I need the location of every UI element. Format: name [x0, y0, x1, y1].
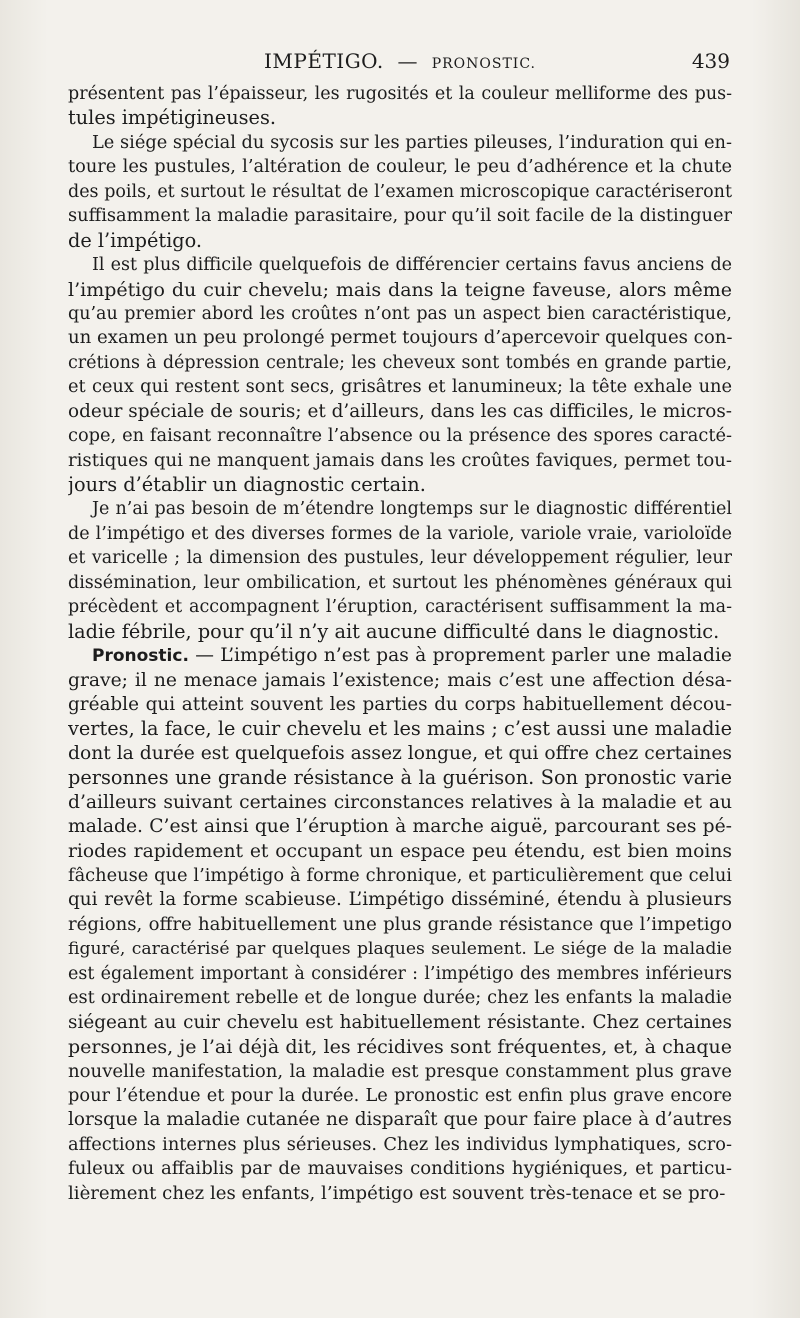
- section-heading: Pronostic.: [92, 646, 189, 667]
- text-line: Je n’ai pas besoin de m’étendre longtemps sur le diagnostic différentiel: [92, 499, 732, 520]
- text-line: riodes rapidement et occupant un espace peu étendu, est bien moins: [68, 840, 732, 862]
- text-line: personnes, je l’ai déjà dit, les récidives sont fréquentes, et, à chaque: [68, 1036, 732, 1059]
- text-line: Le siége spécial du sycosis sur les parties pileuses, l’induration qui en-: [92, 131, 732, 153]
- text-line: des poils, et surtout le résultat de l’examen microscopique caractériseront: [68, 181, 732, 202]
- text-line: suffisamment la maladie parasitaire, pour qu’il soit facile de la distinguer: [68, 205, 732, 227]
- running-head-title-group: [68, 46, 732, 79]
- text-line: qu’au premier abord les croûtes n’ont pas un aspect bien caractéristique,: [68, 303, 732, 324]
- text-line: de l’impétigo et des diverses formes de la variole, variole vraie, varioloïde: [68, 523, 732, 544]
- text-line: gréable qui atteint souvent les parties du corps habituellement décou-: [68, 693, 732, 715]
- running-head-section: PRONOSTIC.: [431, 56, 536, 72]
- text-line: d’ailleurs suivant certaines circonstances relatives à la maladie et au: [68, 791, 732, 813]
- running-head-title: IMPÉTIGO.: [264, 49, 384, 73]
- text-line: de l’impétigo.: [68, 228, 203, 252]
- text-line: présentent pas l’épaisseur, les rugosités et la couleur melliforme des pus-: [68, 84, 732, 104]
- text-line: régions, offre habituellement une plus grande résistance que l’impetigo: [68, 913, 732, 935]
- text-line: et varicelle ; la dimension des pustules, leur développement régulier, leur: [68, 548, 732, 569]
- text-line: crétions à dépression centrale; les cheveux sont tombés en grande partie,: [68, 352, 732, 373]
- text-line: est également important à considérer : l’impétigo des membres inférieurs: [68, 963, 732, 984]
- text-line: tules impétigineuses.: [68, 106, 276, 130]
- text-line: affections internes plus sérieuses. Chez les individus lymphatiques, scro-: [68, 1133, 732, 1155]
- text-line: est ordinairement rebelle et de longue durée; chez les enfants la maladie: [68, 987, 732, 1009]
- text-line: nouvelle manifestation, la maladie est presque constamment plus grave: [68, 1060, 732, 1082]
- text-line: figuré, caractérisé par quelques plaques seulement. Le siége de la maladie: [68, 939, 732, 960]
- text-line: dissémination, leur ombilication, et surtout les phénomènes généraux qui: [68, 572, 732, 593]
- text-line: l’impétigo du cuir chevelu; mais dans la teigne faveuse, alors même: [68, 278, 732, 301]
- text-line: cope, en faisant reconnaître l’absence ou la présence des spores caracté-: [68, 425, 732, 447]
- text-line: précèdent et accompagnent l’éruption, caractérisent suffisamment la ma-: [68, 597, 732, 618]
- text-line: ladie fébrile, pour qu’il n’y ait aucune difficulté dans le diagnostic.: [68, 619, 720, 643]
- page-number: 439: [691, 49, 730, 73]
- paragraph: [68, 82, 732, 131]
- paragraph: [68, 253, 732, 497]
- text-line: malade. C’est ainsi que l’éruption à marche aiguë, parcourant ses pé-: [68, 816, 732, 838]
- text-line: lièrement chez les enfants, l’impétigo est souvent très-tenace et se pro-: [68, 1182, 726, 1204]
- text-line: fuleux ou affaiblis par de mauvaises conditions hygiéniques, et particu-: [68, 1158, 732, 1180]
- text-line: lorsque la maladie cutanée ne disparaît que pour faire place à d’autres: [68, 1109, 732, 1131]
- text-line: qui revêt la forme scabieuse. L’impétigo disséminé, étendu à plusieurs: [68, 889, 732, 911]
- text-line: pour l’étendue et pour la durée. Le pronostic est enfin plus grave encore: [68, 1084, 732, 1106]
- body-text: [68, 82, 732, 1206]
- text-line: jours d’établir un diagnostic certain.: [68, 473, 426, 496]
- running-head-separator: —: [397, 49, 418, 73]
- paragraph: [68, 644, 732, 1206]
- text-line: siégeant au cuir chevelu est habituellement résistante. Chez certaines: [68, 1011, 732, 1033]
- text-line: toure les pustules, l’altération de couleur, le peu d’adhérence et la chute: [68, 156, 732, 178]
- text-line: personnes une grande résistance à la guérison. Son pronostic varie: [68, 766, 732, 790]
- text-line: odeur spéciale de souris; et d’ailleurs, dans les cas difficiles, le micros-: [68, 400, 732, 422]
- text-line: fâcheuse que l’impétigo à forme chronique, et particulièrement que celui: [68, 865, 732, 886]
- text-line: vertes, la face, le cuir chevelu et les mains ; c’est aussi une maladie: [68, 717, 732, 741]
- text-line-content: — L’impétigo n’est pas à proprement parler une maladie: [195, 645, 732, 667]
- running-head: [68, 46, 732, 76]
- text-line: un examen un peu prolongé permet toujours d’apercevoir quelques con-: [68, 327, 732, 349]
- text-line: et ceux qui restent sont secs, grisâtres et lanumineux; la tête exhale une: [68, 376, 732, 398]
- paragraph: [68, 131, 732, 253]
- text-line: Il est plus difficile quelquefois de différencier certains favus anciens de: [92, 255, 732, 276]
- text-line: ristiques qui ne manquent jamais dans les croûtes faviques, permet tou-: [68, 449, 732, 471]
- paragraph: [68, 497, 732, 644]
- text-line: dont la durée est quelquefois assez longue, et qui offre chez certaines: [68, 742, 732, 764]
- text-line: grave; il ne menace jamais l’existence; mais c’est une affection désa-: [68, 669, 732, 691]
- text-line: [68, 644, 732, 668]
